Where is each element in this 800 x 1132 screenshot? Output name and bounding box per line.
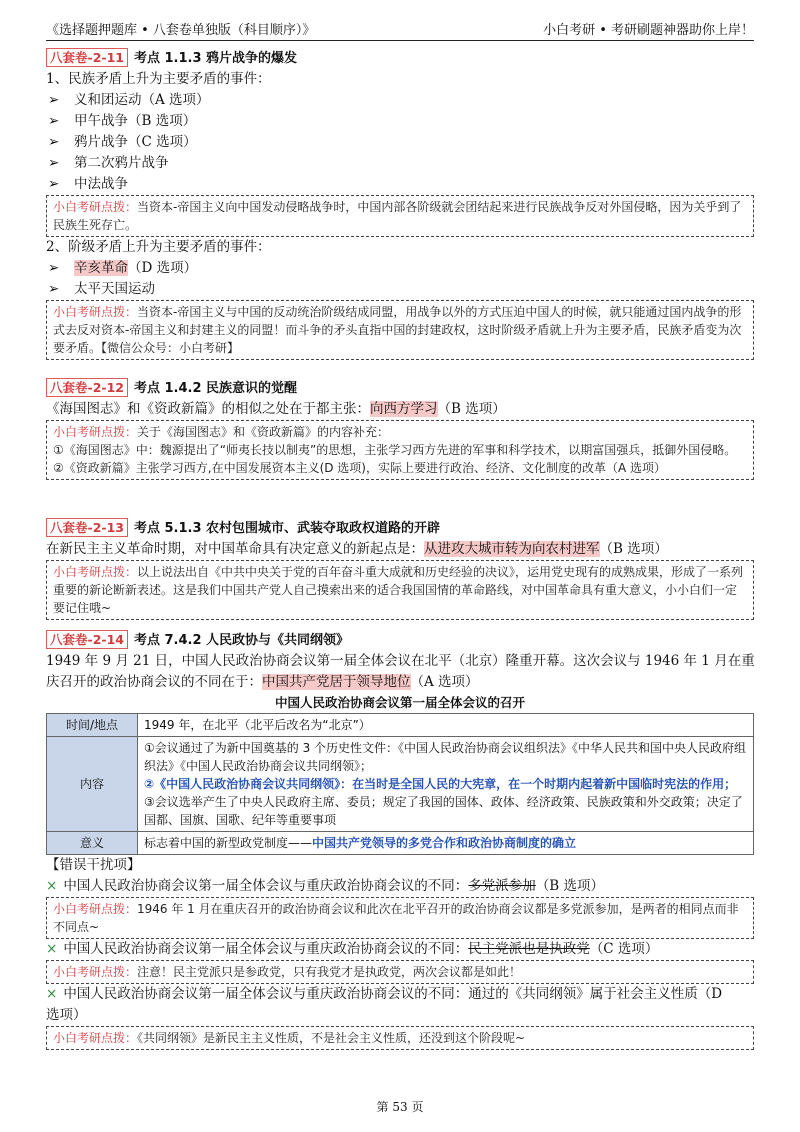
list-item: ➢ 义和团运动（A 选项）	[48, 92, 210, 108]
arrow-bullet-icon: ➢	[48, 260, 60, 276]
section-2-13	[46, 518, 754, 620]
question-stem: 在新民主主义革命时期，对中国革命具有决定意义的新起点是：从进攻大城市转为向农村进军（B 选项）	[46, 541, 668, 557]
table-row: 内容 ①会议通过了为新中国奠基的 3 个历史性文件：《中国人民政治协商会议组织法》《中华人民共和国中央人民政府组织法》《中国人民政治协商会议共同纲领》； ②《中国人民政治协商会议共同纲领》：在当时是全国人民的大宪章，在一个时期内起着新中国临时宪法的作用； ③会议选举产生了中央人民政府主席、委员；规定了我国的国体、政体、经济政策、民族政策和外交政策；决定了国都、国旗、国歌、纪年等重要事项	[47, 737, 754, 832]
tip-note: 小白考研点拨：关于《海国图志》和《资政新篇》的内容补充： ①《海国图志》中：魏源提出了“师夷长技以制夷”的思想，主张学习西方先进的军事和科学技术，以期富国强兵，抵御外国侵略。 ②《资政新篇》主张学习西方,在中国发展资本主义(D 选项)，实际上要进行政治、经济、文化制度的改革（A 选项）	[46, 420, 754, 480]
distractor-item: × 中国人民政治协商会议第一届全体会议与重庆政治协商会议的不同：多党派参加（B 选项）	[46, 878, 605, 894]
tip-note: 小白考研点拨：《共同纲领》是新民主主义性质，不是社会主义性质，还没到这个阶段呢~	[46, 1026, 754, 1050]
question-stem: 《海国图志》和《资政新篇》的相似之处在于都主张：向西方学习（B 选项）	[46, 401, 506, 417]
table-row: 时间/地点 1949 年，在北平（北平后改名为“北京”）	[47, 714, 754, 737]
knowledge-point: 考点 5.1.3 农村包围城市、武装夺取政权道路的开辟	[133, 521, 441, 536]
question-stem: 1949 年 9 月 21 日，中国人民政治协商会议第一届全体会议在北平（北京）隆重开幕。这次会议与 1946 年 1 月在重	[46, 653, 755, 669]
exam-tag: 八套卷-2-12	[46, 378, 128, 397]
exam-tag: 八套卷-2-11	[46, 48, 128, 67]
list-item: ➢ 中法战争	[48, 176, 128, 192]
section-2-14	[46, 630, 754, 1050]
table-row: 意义 标志着中国的新型政党制度——中国共产党领导的多党合作和政治协商制度的确立	[47, 832, 754, 855]
exam-tag: 八套卷-2-14	[46, 630, 128, 649]
section-2-12	[46, 378, 754, 480]
distractor-item-cont: 选项）	[46, 1007, 87, 1023]
header-left: 《选择题押题库 • 八套卷单独版（科目顺序）》	[46, 23, 316, 38]
arrow-bullet-icon: ➢	[48, 176, 60, 192]
arrow-bullet-icon: ➢	[48, 281, 60, 297]
knowledge-point: 考点 7.4.2 人民政协与《共同纲领》	[133, 633, 350, 648]
knowledge-point: 考点 1.4.2 民族意识的觉醒	[133, 381, 298, 396]
header-right: 小白考研 • 考研刷题神器助你上岸！	[543, 23, 754, 38]
list-item: ➢ 第二次鸦片战争	[48, 155, 169, 171]
tip-note: 小白考研点拨：当资本-帝国主义与中国的反动统治阶级结成同盟，用战争以外的方式压迫中国人的时候，就只能通过国内战争的形式去反对资本-帝国主义和封建主义的同盟！而斗争的矛头直指中国的封建政权，这时阶级矛盾就上升为主要矛盾，民族矛盾变为次要矛盾。【微信公众号：小白考研】	[46, 300, 754, 360]
tip-note: 小白考研点拨：以上说法出自《中共中央关于党的百年奋斗重大成就和历史经验的决议》，运用党史现有的成熟成果，形成了一系列重要的新论断新表述。这是我们中国共产党人自己摸索出来的适合我国国情的革命路线，对中国革命具有重大意义，小小白们一定要记住哦~	[46, 560, 754, 620]
distractor-item: × 中国人民政治协商会议第一届全体会议与重庆政治协商会议的不同：民主党派也是执政党（C 选项）	[46, 941, 659, 957]
list-item: ➢ 辛亥革命（D 选项）	[48, 260, 198, 276]
arrow-bullet-icon: ➢	[48, 134, 60, 150]
tip-note: 小白考研点拨：1946 年 1 月在重庆召开的政治协商会议和此次在北平召开的政治协商会议都是多党派参加，是两者的相同点而非不同点~	[46, 897, 754, 939]
distractor-item: × 中国人民政治协商会议第一届全体会议与重庆政治协商会议的不同：通过的《共同纲领》属于社会主义性质（D	[46, 986, 723, 1002]
question-stem: 庆召开的政治协商会议的不同在于：中国共产党居于领导地位（A 选项）	[46, 674, 479, 690]
question-2: 2、阶级矛盾上升为主要矛盾的事件：	[46, 239, 271, 255]
page-number: 第 53 页	[376, 1100, 424, 1114]
page-header	[46, 16, 754, 41]
list-item: ➢ 鸦片战争（C 选项）	[48, 134, 197, 150]
arrow-bullet-icon: ➢	[48, 92, 60, 108]
table-title: 中国人民政治协商会议第一届全体会议的召开	[274, 695, 525, 710]
knowledge-point: 考点 1.1.3 鸦片战争的爆发	[133, 51, 298, 66]
section-2-11	[46, 48, 754, 360]
wrong-mark-icon: ×	[46, 878, 58, 894]
question-1: 1、民族矛盾上升为主要矛盾的事件：	[46, 71, 271, 87]
error-title: 【错误干扰项】	[46, 857, 141, 873]
tip-note: 小白考研点拨：注意！民主党派只是参政党，只有我党才是执政党，两次会议都是如此！	[46, 960, 754, 984]
tip-note: 小白考研点拨：当资本-帝国主义向中国发动侵略战争时，中国内部各阶级就会团结起来进行民族战争反对外国侵略，因为关乎到了民族生死存亡。	[46, 195, 754, 237]
exam-tag: 八套卷-2-13	[46, 518, 128, 537]
arrow-bullet-icon: ➢	[48, 155, 60, 171]
wrong-mark-icon: ×	[46, 941, 58, 957]
arrow-bullet-icon: ➢	[48, 113, 60, 129]
summary-table	[46, 713, 754, 855]
wrong-mark-icon: ×	[46, 986, 58, 1002]
list-item: ➢ 太平天国运动	[48, 281, 155, 297]
list-item: ➢ 甲午战争（B 选项）	[48, 113, 197, 129]
